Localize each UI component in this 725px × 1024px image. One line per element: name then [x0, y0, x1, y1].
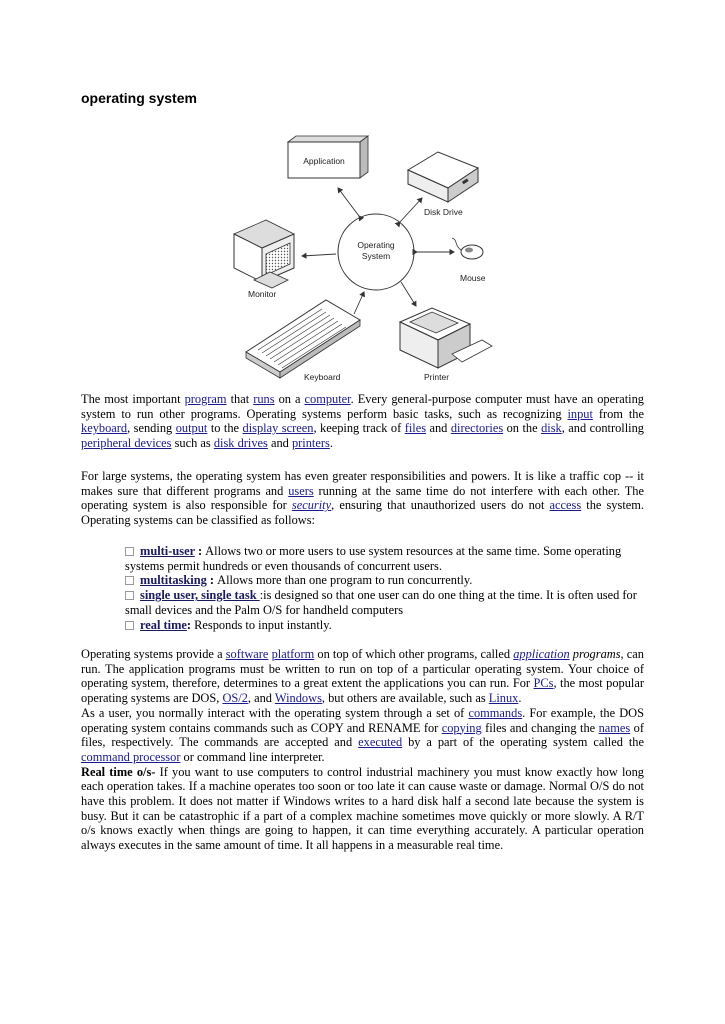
link-os2[interactable]: OS/2 — [222, 691, 248, 706]
link-windows[interactable]: Windows — [274, 691, 322, 706]
bullet-icon — [125, 547, 134, 556]
paragraph-large-systems: For large systems, the operating system has even greater responsibilities and powers. It is like a traffic cop -- it makes sure that different programs and users running at the same time do not interfere with each other. The operating system is also responsible for security, ensuring that unauthorized users do not access the system. Operating systems can be classified as follows: — [81, 469, 644, 528]
mouse-label: Mouse — [460, 273, 486, 283]
list-item: single user, single task :is designed so that one user can do one thing at the time. It is often used for small devices and the Palm O/S for handheld computers — [125, 588, 637, 617]
application-node — [288, 136, 368, 178]
paragraph-block-platform — [81, 647, 644, 853]
printer-label: Printer — [424, 372, 450, 382]
link-users[interactable]: users — [288, 483, 314, 498]
link-runs[interactable]: runs — [253, 392, 275, 406]
monitor-node — [234, 220, 294, 299]
monitor-label: Monitor — [248, 289, 277, 299]
link-computer[interactable]: computer — [304, 392, 351, 406]
link-program[interactable]: program — [184, 392, 227, 406]
link-printers[interactable]: printers — [291, 436, 330, 451]
printer-node — [400, 308, 492, 382]
link-command-processor[interactable]: command processor — [81, 749, 181, 764]
os-classification-list — [125, 544, 645, 632]
keyboard-node — [246, 300, 360, 382]
link-peripheral-devices[interactable]: peripheral devices — [81, 436, 172, 451]
link-pcs[interactable]: PCs — [533, 676, 554, 691]
link-software[interactable]: software — [225, 647, 269, 661]
link-linux[interactable]: Linux — [488, 691, 519, 706]
link-directories[interactable]: directories — [450, 421, 504, 436]
operating-system-node — [338, 214, 414, 290]
os-diagram — [226, 130, 506, 385]
link-platform[interactable]: platform — [271, 647, 315, 661]
page-title: operating system — [81, 90, 197, 106]
paragraph-intro: The most important program that runs on a computer. Every general-purpose computer must have an operating system to run other programs. Operating systems perform basic tasks, such as recognizing input from the keyboard, sending output to the display screen, keeping track of files and directories on the disk, and controlling peripheral devices such as disk drives and printers. — [81, 392, 645, 451]
disk-drive-node — [408, 152, 478, 217]
mouse-node — [452, 238, 486, 283]
bullet-icon — [125, 621, 134, 630]
link-executed[interactable]: executed — [358, 735, 403, 750]
paragraph-platform: Operating systems provide a software platform on top of which other programs, called application programs, can run. The application programs must be written to run on top of a particular operating system. Your choice of operating system, therefore, determines to a great extent the applications you can run. For PCs, the most popular operating systems are DOS, OS/2, and Windows, but others are available, such as Linux. — [81, 647, 644, 706]
paragraph-commands: As a user, you normally interact with the operating system through a set of commands. For example, the DOS operating system contains commands such as COPY and RENAME for copying files and changing the names of files, respectively. The commands are accepted and executed by a part of the operating system called the command processor or command line interpreter. — [81, 705, 645, 764]
link-files[interactable]: files — [404, 421, 427, 436]
bullet-icon — [125, 591, 134, 600]
link-commands[interactable]: commands — [468, 705, 523, 720]
paragraph-real-time: Real time o/s- If you want to use computers to control industrial machinery you must know exactly how long each operation takes. If a machine operates too soon or too late it can cause waste or damage. Normal O/S do not have this problem. It does not matter if Windows writes to a hard disk half a second late because the system is busy. But it can be catastrophic if a part of a complex machine sometimes move quickly or more slowly. A R/T o/s knows exactly when things are going to happen, it can time everything accurately. A particular operation always executes in the same amount of time. It all happens in a measurable real time. — [81, 764, 644, 853]
term-multi-user[interactable]: multi-user — [140, 544, 195, 558]
disk-drive-label: Disk Drive — [424, 207, 463, 217]
link-disk[interactable]: disk — [541, 421, 562, 436]
link-keyboard[interactable]: keyboard — [81, 421, 128, 436]
link-security[interactable]: security — [291, 498, 332, 513]
center-label-line1: Operating — [357, 240, 395, 250]
os-diagram-svg — [226, 130, 506, 385]
list-item: multi-user : Allows two or more users to use system resources at the same time. Some operating systems permit hundreds or even thousands of concurrent users. — [125, 544, 622, 573]
bullet-icon — [125, 576, 134, 585]
link-copying[interactable]: copying — [441, 720, 482, 735]
application-label: Application — [303, 156, 345, 166]
link-application[interactable]: application — [513, 647, 570, 661]
link-names[interactable]: names — [598, 720, 631, 735]
term-single-user[interactable]: single user, single task — [140, 588, 260, 603]
link-disk-drives[interactable]: disk drives — [213, 436, 268, 451]
keyboard-label: Keyboard — [304, 372, 341, 382]
link-access[interactable]: access — [549, 498, 582, 513]
term-real-time[interactable]: real time — [140, 617, 187, 632]
link-output[interactable]: output — [175, 421, 208, 436]
term-multitasking[interactable]: multitasking — [140, 573, 207, 588]
link-display-screen[interactable]: display screen — [242, 421, 314, 436]
real-time-heading: Real time o/s- — [81, 764, 156, 779]
list-item: real time: Responds to input instantly. — [125, 618, 645, 633]
center-label-line2: System — [361, 251, 391, 261]
list-item: multitasking : Allows more than one program to run concurrently. — [125, 573, 645, 588]
link-input[interactable]: input — [567, 406, 593, 421]
